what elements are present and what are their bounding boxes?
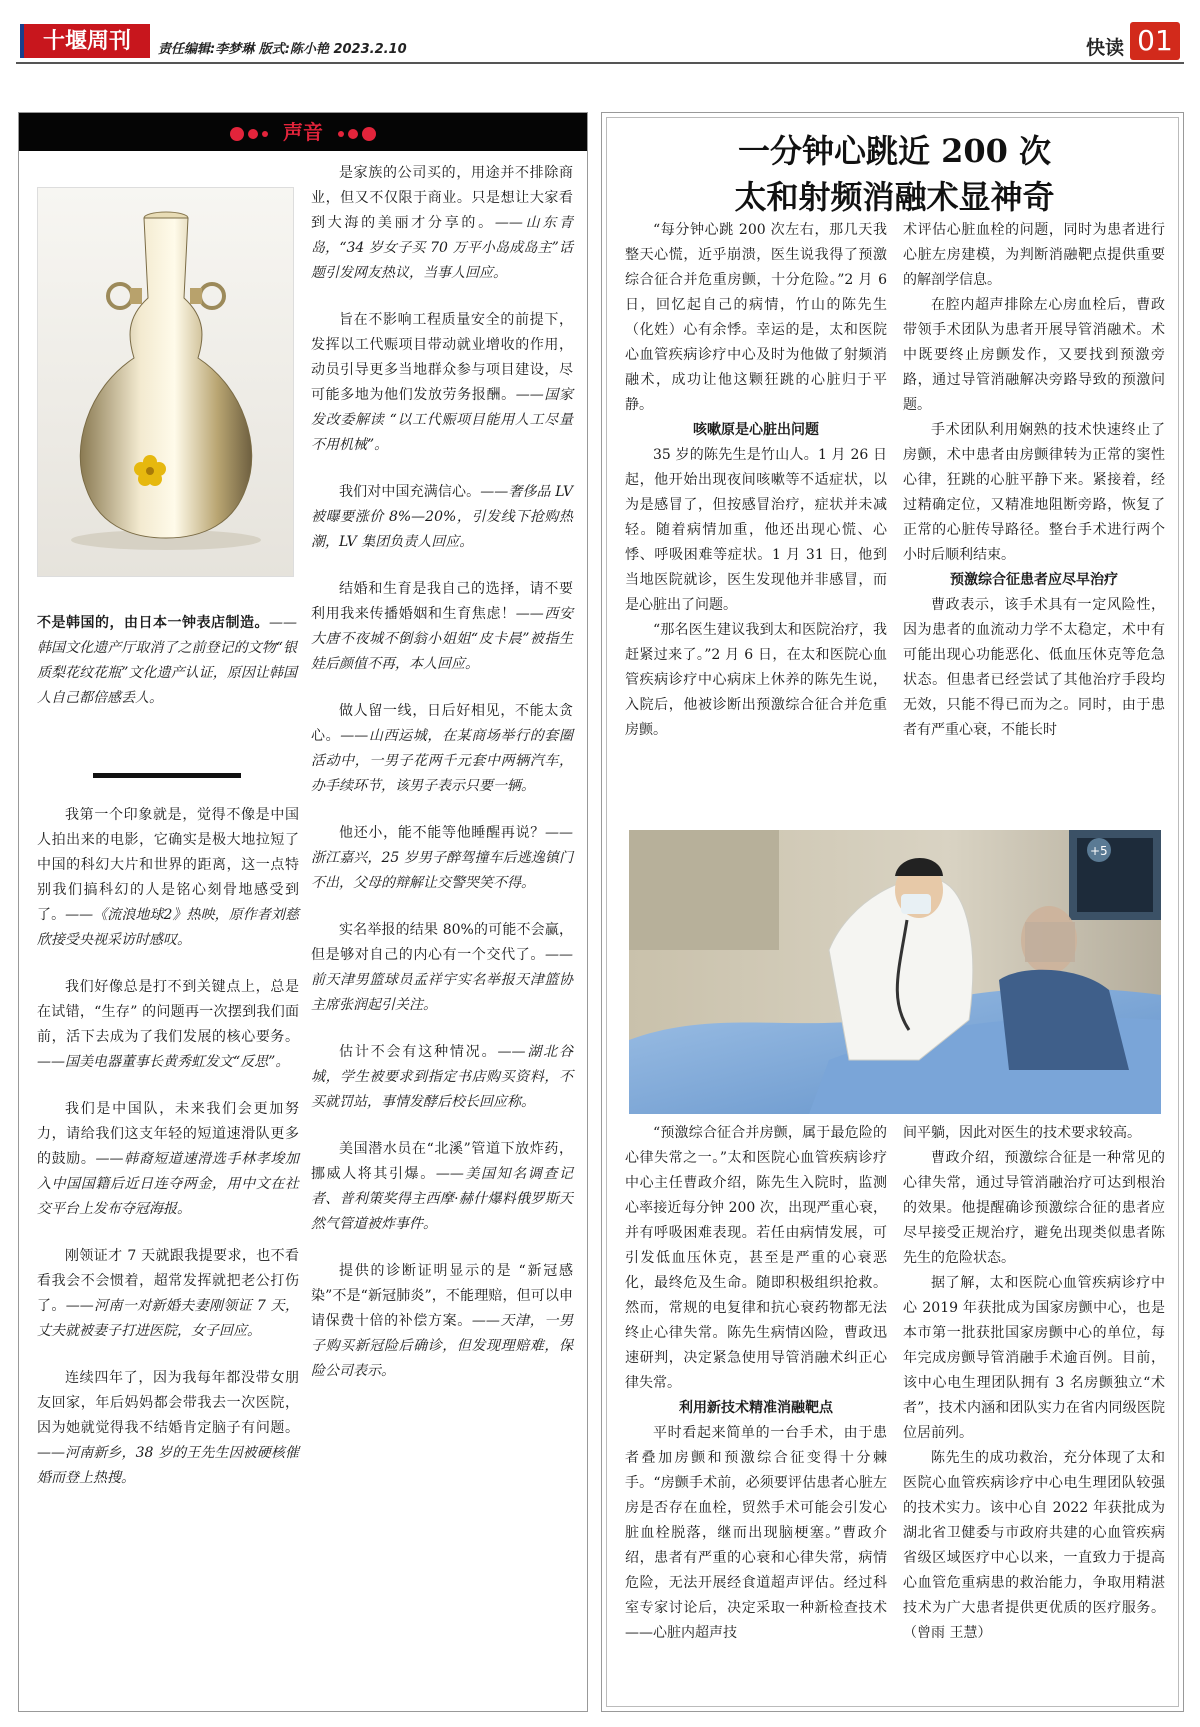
article-headline (607, 128, 1182, 220)
decor-dot-icon (230, 127, 244, 141)
headline-line-1: 一分钟心跳近 200 次 (737, 132, 1052, 170)
article-subheading: 利用新技术精准消融靶点 (679, 1400, 833, 1416)
masthead (16, 18, 1184, 64)
quote-item (311, 699, 573, 799)
quote-source: ——国家发改委解读 “以工代赈项目能用人工尽量不用机械”。 (311, 387, 573, 453)
quotes-column-2 (311, 161, 573, 1406)
article-paragraph: “预激综合征合并房颤，属于最危险的心律失常之一。”太和医院心血管疾病诊疗中心主任曹政介绍，陈先生入院时，监测心率接近每分钟 200 次，出现严重心衰，并有呼吸困难表现。若任由病情发展，可引发低血压休克，甚至是严重的心衰恶化，最终危及生命。随即积极组织抢救。然而，常规的电复律和抗心衰药物都无法终止心律失常。陈先生病情凶险，曹政迅速研判，决定紧急使用导管消融术纠正心律失常。 (625, 1125, 887, 1391)
article-subheading: 预激综合征患者应尽早治疗 (950, 572, 1118, 588)
quote-text: 是家族的公司买的，用途并不排除商业，但又不仅限于商业。只是想让大家看到大海的美丽才分享的。 (311, 165, 573, 231)
quote-item (311, 1040, 573, 1115)
quote-source: ——西安大唐不夜城不倒翁小姐姐“皮卡晨”被指生娃后颜值不再，本人回应。 (311, 606, 573, 672)
article-paragraph: 曹政表示，该手术具有一定风险性，因为患者的血流动力学不太稳定，术中有可能出现心功能恶化、低血压休克等危急状态。但患者已经尝试了其他治疗手段均无效，只能不得已而为之。同时，由于患者有严重心衰，不能长时 (903, 597, 1165, 738)
page-number: 01 (1130, 22, 1180, 60)
quote-source: ——河南新乡，38 岁的王先生因被硬核催婚而登上热搜。 (37, 1445, 299, 1486)
article-paragraph: 平时看起来简单的一台手术，由于患者叠加房颤和预激综合征变得十分棘手。“房颤手术前，必须要评估患者心脏左房是否存在血栓，贸然手术可能会引发心脏血栓脱落，继而出现脑梗塞。”曹政介绍，患者有严重的心衰和心律失常，病情危险，无法开展经食道超声评估。经过科室专家讨论后，决定采取一种新检查技术——心脏内超声技 (625, 1425, 887, 1641)
article-inner-frame (606, 117, 1179, 1707)
quote-text: 我第一个印象就是，觉得不像是中国人拍出来的电影，它确实是极大地拉短了中国的科幻大片和世界的距离，这一点特别我们搞科幻的人是铭心刻骨地感受到了。 (37, 807, 299, 923)
article-paragraph: 陈先生的成功救治，充分体现了太和医院心血管疾病诊疗中心电生理团队较强的技术实力。该中心自 2022 年获批成为湖北省卫健委与市政府共建的心血管疾病省级区域医疗中心以来，一直致力于提高心血管危重病患的救治能力，争取用精湛技术为广大患者提供更优质的医疗服务。（曾雨 王慧） (903, 1450, 1165, 1641)
decor-dot-icon (262, 131, 268, 137)
quote-item (311, 577, 573, 677)
quote-text: 估计不会有这种情况。 (339, 1044, 498, 1060)
quote-source: ——《流浪地球2》热映，原作者刘慈欣接受央视采访时感叹。 (37, 907, 299, 948)
quote-source: ——美国知名调查记者、普利策奖得主西摩·赫什爆料俄罗斯天然气管道被炸事件。 (311, 1166, 574, 1232)
decor-dot-icon (348, 129, 358, 139)
quote-source: ——湖北谷城，学生被要求到指定书店购买资料，不买就罚站，事情发酵后校长回应称。 (311, 1044, 574, 1110)
quote-item (311, 1259, 573, 1384)
article-col1-top (625, 218, 887, 743)
section-tag: 快读 (1085, 37, 1124, 59)
article-paragraph: “每分钟心跳 200 次左右，那几天我整天心慌，近乎崩溃，医生说我得了预激综合征合并危重房颤，十分危险。”2 月 6 日，回忆起自己的病情，竹山的陈先生（化姓）心有余悸。幸运的是，太和医院心血管疾病诊疗中心及时为他做了射频消融术，成功让他这颗狂跳的心脏归于平静。 (625, 222, 887, 413)
article-paragraph: 术评估心脏血栓的问题，同时为患者进行心脏左房建模，为判断消融靶点提供重要的解剖学信息。 (903, 222, 1165, 288)
quote-text: 提供的诊断证明显示的是 “新冠感染”不是“新冠肺炎”，不能理赔，但可以申请保费十倍的补偿方案。 (311, 1263, 573, 1329)
monitor-label: +5 (1090, 844, 1108, 858)
article-paragraph: 据了解，太和医院心血管疾病诊疗中心 2019 年获批成为国家房颤中心，也是本市第一批获批国家房颤中心的单位，每年完成房颤导管消融手术逾百例。目前，该中心电生理团队拥有 3 名房颤独立“术者”，技术内涵和团队实力在省内同级医院位居前列。 (903, 1275, 1165, 1441)
article-paragraph: 曹政介绍，预激综合征是一种常见的心律失常，通过导管消融治疗可达到根治的效果。他提醒确诊预激综合征的患者应尽早接受正规治疗，避免出现类似患者陈先生的危险状态。 (903, 1150, 1165, 1266)
voice-banner-title: 声音 (283, 120, 323, 144)
decor-dot-icon (248, 129, 258, 139)
quote-source: ——韩裔短道速滑选手林孝埈加入中国国籍后近日连夺两金，用中文在社交平台上发布夺冠海报。 (37, 1151, 299, 1217)
quotes-column-1 (37, 803, 299, 1513)
quote-source: ——山东青岛，“34 岁女子买 70 万平小岛成岛主”话题引发网友热议，当事人回应。 (311, 215, 574, 281)
quote-item (37, 803, 299, 953)
quote-item (311, 308, 573, 458)
quote-text: 实名举报的结果 80%的可能不会赢，但是够对自己的内心有一个交代了。 (311, 922, 573, 963)
editor-credits: 责任编辑:李梦琳 版式:陈小艳 2023.2.10 (158, 42, 407, 57)
silver-vase-photo (37, 187, 294, 577)
quote-text: 连续四年了，因为我每年都没带女朋友回家，年后妈妈都会带我去一次医院，因为她就觉得我不结婚肯定脑子有问题。 (37, 1370, 299, 1436)
quote-source: ——山西运城，在某商场举行的套圈活动中，一男子花两千元套中两辆汽车，办手续环节，该男子表示只要一辆。 (311, 728, 573, 794)
decor-dot-icon (338, 131, 344, 137)
caption-lead: 不是韩国的，由日本一钟表店制造。 (37, 615, 269, 631)
voice-banner (19, 113, 587, 151)
article-box (601, 112, 1184, 1712)
quote-text: 他还小，能不能等他睡醒再说？ (339, 825, 545, 841)
quote-item (37, 1366, 299, 1491)
article-col2-top (903, 218, 1165, 743)
article-col2-bottom (903, 1121, 1165, 1646)
voice-section (18, 112, 588, 1712)
quote-item (311, 1137, 573, 1237)
quote-source: ——前天津男篮球员孟祥宇实名举报天津篮协主席张润起引关注。 (311, 947, 573, 1013)
caption-source: ——韩国文化遗产厅取消了之前登记的文物“银质梨花纹花瓶”文化遗产认证，原因让韩国人自己都倍感丢人。 (37, 615, 297, 706)
quote-item (311, 480, 573, 555)
quote-item (311, 918, 573, 1018)
article-paragraph: 手术团队利用娴熟的技术快速终止了房颤，术中患者由房颤律转为正常的窦性心律，狂跳的心脏平静下来。紧接着，经过精确定位，又精准地阻断旁路，恢复了正常的心脏传导路径。整台手术进行两个小时后顺利结束。 (903, 422, 1165, 563)
quote-item (37, 1097, 299, 1222)
quote-source: ——浙江嘉兴，25 岁男子醉驾撞车后逃逸镇门不出，父母的辩解让交警哭笑不得。 (311, 825, 573, 891)
quote-text: 结婚和生育是我自己的选择，请不要利用我来传播婚姻和生育焦虑！ (311, 581, 573, 622)
vase-caption (37, 611, 297, 711)
quote-text: 我们是中国队，未来我们会更加努力，请给我们这支年轻的短道速滑队更多的鼓励。 (37, 1101, 299, 1167)
quote-source: ——国美电器董事长黄秀虹发文“反思”。 (37, 1054, 290, 1070)
article-paragraph: 在腔内超声排除左心房血栓后，曹政带领手术团队为患者开展导管消融术。术中既要终止房颤发作，又要找到预激旁路，通过导管消融解决旁路导致的预激问题。 (903, 297, 1165, 413)
quote-text: 我们好像总是打不到关键点上，总是在试错，“生存” 的问题再一次摆到我们面前，活下去成为了我们发展的核心要务。 (37, 979, 299, 1045)
quote-source: ——河南一对新婚夫妻刚领证 7 天，丈夫就被妻子打进医院，女子回应。 (37, 1298, 300, 1339)
quote-text: 我们对中国充满信心。 (339, 484, 481, 500)
article-paragraph: “那名医生建议我到太和医院治疗，我赶紧过来了。”2 月 6 日，在太和医院心血管疾病诊疗中心病床上休养的陈先生说，入院后，他被诊断出预激综合征合并危重房颤。 (625, 622, 887, 738)
divider-bar (93, 773, 241, 778)
quote-text: 旨在不影响工程质量安全的前提下，发挥以工代赈项目带动就业增收的作用，动员引导更多当地群众参与项目建设，尽可能多地为他们发放劳务报酬。 (311, 312, 573, 403)
article-subheading: 咳嗽原是心脏出问题 (693, 422, 819, 438)
quote-item (311, 821, 573, 896)
quote-item (37, 975, 299, 1075)
quote-source: ——天津，一男子购买新冠险后确诊，但发现理赔难，保险公司表示。 (311, 1313, 573, 1379)
doctor-examining-patient-photo (629, 830, 1161, 1114)
quote-text: 做人留一线，日后好相见，不能太贪心。 (311, 703, 573, 744)
quote-text: 美国潜水员在“北溪”管道下放炸药，挪威人将其引爆。 (311, 1141, 573, 1182)
article-col1-bottom (625, 1121, 887, 1646)
headline-line-2: 太和射频消融术显神奇 (734, 178, 1055, 216)
quote-item (311, 161, 573, 286)
article-paragraph: 35 岁的陈先生是竹山人。1 月 26 日起，他开始出现夜间咳嗽等不适症状，以为是感冒了，但按感冒治疗，症状并未减轻。随着病情加重，他还出现心慌、心悸、呼吸困难等症状。1 月 31 日，他到当地医院就诊，医生发现他并非感冒，而是心脏出了问题。 (625, 447, 887, 613)
paper-logo: 十堰周刊 (20, 24, 150, 58)
quote-text: 刚领证才 7 天就跟我提要求，也不看看我会不会惯着，超常发挥就把老公打伤了。 (37, 1248, 299, 1314)
article-paragraph: 间平躺，因此对医生的技术要求较高。 (903, 1125, 1141, 1141)
decor-dot-icon (362, 127, 376, 141)
quote-source: ——奢侈品 LV 被曝要涨价 8%—20%，引发线下抢购热潮，LV 集团负责人回应。 (311, 484, 573, 550)
quote-item (37, 1244, 299, 1344)
